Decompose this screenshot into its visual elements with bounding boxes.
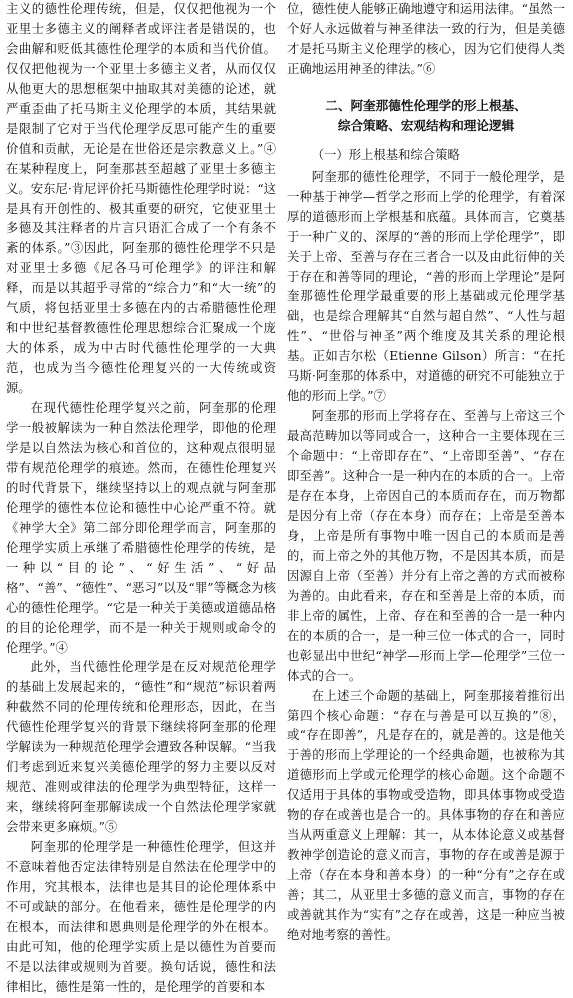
left-column	[6, 0, 276, 994]
section-heading	[287, 96, 565, 136]
subsection-heading: （一）形上根基和综合策略	[311, 147, 460, 162]
right-paragraph-3: 阿奎那的形而上学将存在、至善与上帝这三个最高范畴加以等同或合一，这种合一主要体现在三个命题中：“上帝即存在”、“上帝即至善”、“存在即至善”。这种合一是一种内在的本质的合一。上帝是存在本身，上帝因自己的本质而存在，而万物都是因分有上帝（存在本身）而存在；上帝是至善本身，上帝是所有事物中唯一因自己的本质而是善的，而上帝之外的其他万物，不是因其本质，而是因源自上帝（至善）并分有上帝之善的方式而被称为善的。由此看来，存在和至善是上帝的本质，而非上帝的属性，上帝、存在和至善的合一是一种内在的本质的合一，是一种三位一体式的合一，同时也彰显出中世纪“神学—形而上学—伦理学”三位一体式的合一。	[287, 409, 565, 683]
right-column	[287, 0, 565, 942]
right-paragraph-2: 阿奎那的德性伦理学，不同于一般伦理学，是一种基于神学—哲学之形而上学的伦理学，有着深厚的道德形而上学根基和底蕴。具体而言，它奠基于一种广义的、深厚的“善的形而上学伦理学”，即关于上帝、至善与存在三者合一以及由此衍伸的关于存在和善等同的理论，“善的形而上学理论”是阿奎那德性伦理学最重要的形上基础或元伦理学基础，也是综合理解其“自然与超自然”、“人性与超性”、“世俗与神圣”两个维度及其关系的理论根基。正如吉尔松（Etienne Gilson）所言：“在托马斯·阿奎那的体系中，对道德的研究不可能独立于他的形而上学。”⑦	[287, 169, 565, 404]
right-paragraph-1: 位，德性使人能够正确地遵守和运用法律。“虽然一个好人永远做着与神圣律法一致的行为，但是美德才是托马斯主义伦理学的核心，因为它们使得人类正确地运用神圣的律法。”⑥	[287, 2, 565, 76]
right-paragraph-4: 在上述三个命题的基础上，阿奎那接着推衍出第四个核心命题：“存在与善是可以互换的”⑧，或“存在即善”，凡是存在的，就是善的。这是他关于善的形而上学理论的一个经典命题，也被称为其道德形而上学或元伦理学的核心命题。这个命题不仅适用于具体的事物或受造物，即具体事物或受造物的存在或善也是合一的。具体事物的存在和善应当从两重意义上理解：其一，从本体论意义或基督教神学创造论的意义而言，事物的存在或善是源于上帝（存在本身和善本身）的一种“分有”之存在或善；其二，从亚里士多德的意义而言，事物的存在或善就其作为“实有”之存在或善，这是一种应当被绝对地考察的善性。	[287, 688, 565, 942]
left-paragraph-2: 在现代德性伦理学复兴之前，阿奎那的伦理学一般被解读为一种自然法伦理学，即他的伦理学是以自然法为核心和首位的，这种观点很明显带有规范伦理学的痕迹。然而，在德性伦理复兴的时代背景下，继续坚持以上的观点就与阿奎那伦理学的德性本位论和德性中心论严重不符。就《神学大全》第二部分即伦理学而言，阿奎那的伦理学实质上承继了希腊德性伦理学的传统，是一种以“目的论”、“好生活”、“好品格”、“善”、“德性”、“恶习”以及“罪”等概念为核心的德性伦理学。“它是一种关于美德或道德品格的目的论伦理学，而不是一种关于规则或命令的伦理学。”④	[6, 401, 276, 655]
section-heading-line-2: 综合策略、宏观结构和理论逻辑	[337, 117, 515, 133]
left-paragraph-1: 主义的德性伦理传统，但是，仅仅把他视为一个亚里士多德主义的阐释者或评注者是错误的，也会曲解和贬低其德性伦理学的本质和当代价值。仅仅把他视为一个亚里士多德主义者，从而仅仅从他更大的思想框架中抽取其对美德的论述，就严重歪曲了托马斯主义伦理学的本质，其结果就是限制了它对于当代伦理学反思可能产生的重要价值和贡献，无论是在世俗还是宗教意义上。”④在某种程度上，阿奎那甚至超越了亚里士多德主义。安东尼·肯尼评价托马斯德性伦理学时说：“这是具有开创性的、极其重要的研究，它使亚里士多德及其注释者的片言只语汇合成了一个有条不紊的体系。”③因此，阿奎那的德性伦理学不只是对亚里士多德《尼各马可伦理学》的评注和解释，而是以其超乎寻常的“综合力”和“大一统”的气质，将包括亚里士多德在内的古希腊德性伦理和中世纪基督教德性伦理思想综合汇聚成一个庞大的体系，成为中古时代德性伦理学的一大典范，也成为当今德性伦理复兴的一大传统或资源。	[6, 2, 276, 396]
left-paragraph-4: 阿奎那的伦理学是一种德性伦理学，但这并不意味着他否定法律特别是自然法在伦理学中的作用，究其根本，法律也是其目的论伦理体系中不可或缺的部分。在他看来，德性是伦理学的内在根本，而法律和恩典则是伦理学的外在根本。由此可知，他的伦理学实质上是以德性为首要而不是以法律或规则为首要。换句话说，德性和法律相比，德性是第一性的，是伦理学的首要和本	[6, 840, 276, 994]
section-heading-line-1: 二、阿奎那德性伦理学的形上根基、	[325, 97, 527, 113]
left-paragraph-3: 此外，当代德性伦理学是在反对规范伦理学的基础上发展起来的，“德性”和“规范”标识着两种截然不同的伦理传统和伦理形态，因此，在当代德性伦理学复兴的背景下继续将阿奎那的伦理学解读为一种规范伦理学会遭致各种误解。“当我们考虑到近来复兴美德伦理学的努力主要以反对规范、准则或律法的伦理学为典型特征，这样一来，继续将阿奎那解读成一个自然法伦理学家就会带来更多麻烦。”⑤	[6, 660, 276, 835]
